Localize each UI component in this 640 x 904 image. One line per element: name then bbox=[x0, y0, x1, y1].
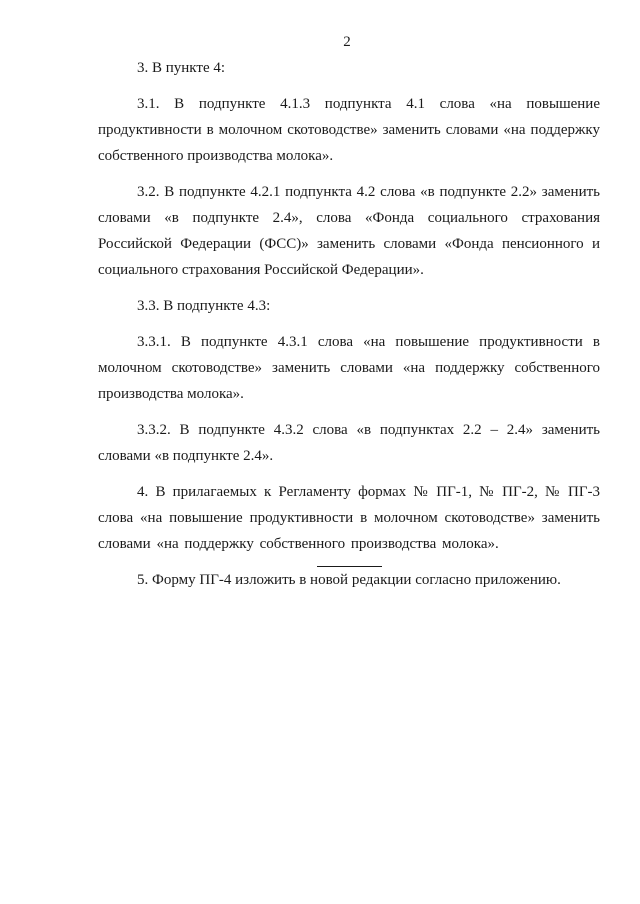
paragraph-3-3: 3.3. В подпункте 4.3: bbox=[137, 298, 271, 314]
document-body bbox=[98, 55, 600, 593]
paragraph-3-3-2: 3.3.2. В подпункте 4.3.2 слова «в подпунктах 2.2 – 2.4» заменить словами «в подпункте 2.4». bbox=[98, 422, 600, 464]
paragraph-4: 4. В прилагаемых к Регламенту формах № ПГ-1, № ПГ-2, № ПГ-3 слова «на повышение продуктивности в молочном скотоводстве» заменить словами «на поддержку собственного производства молока». bbox=[98, 484, 600, 552]
paragraph-3-2: 3.2. В подпункте 4.2.1 подпункта 4.2 слова «в подпункте 2.2» заменить словами «в подпункте 2.4», слова «Фонда социального страхования Российской Федерации (ФСС)» заменить словами «Фонда пенсионного и социального страхования Российской Федерации». bbox=[98, 184, 600, 278]
paragraph-5: 5. Форму ПГ-4 изложить в новой редакции согласно приложению. bbox=[137, 572, 561, 588]
paragraph-3: 3. В пункте 4: bbox=[137, 60, 226, 76]
end-divider-line bbox=[317, 566, 382, 567]
paragraph-3-1: 3.1. В подпункте 4.1.3 подпункта 4.1 слова «на повышение продуктивности в молочном скотоводстве» заменить словами «на поддержку собственного производства молока». bbox=[98, 96, 600, 164]
paragraph-3-3-1: 3.3.1. В подпункте 4.3.1 слова «на повышение продуктивности в молочном скотоводстве» заменить словами «на поддержку собственного производства молока». bbox=[98, 334, 600, 402]
page-number: 2 bbox=[343, 34, 351, 50]
